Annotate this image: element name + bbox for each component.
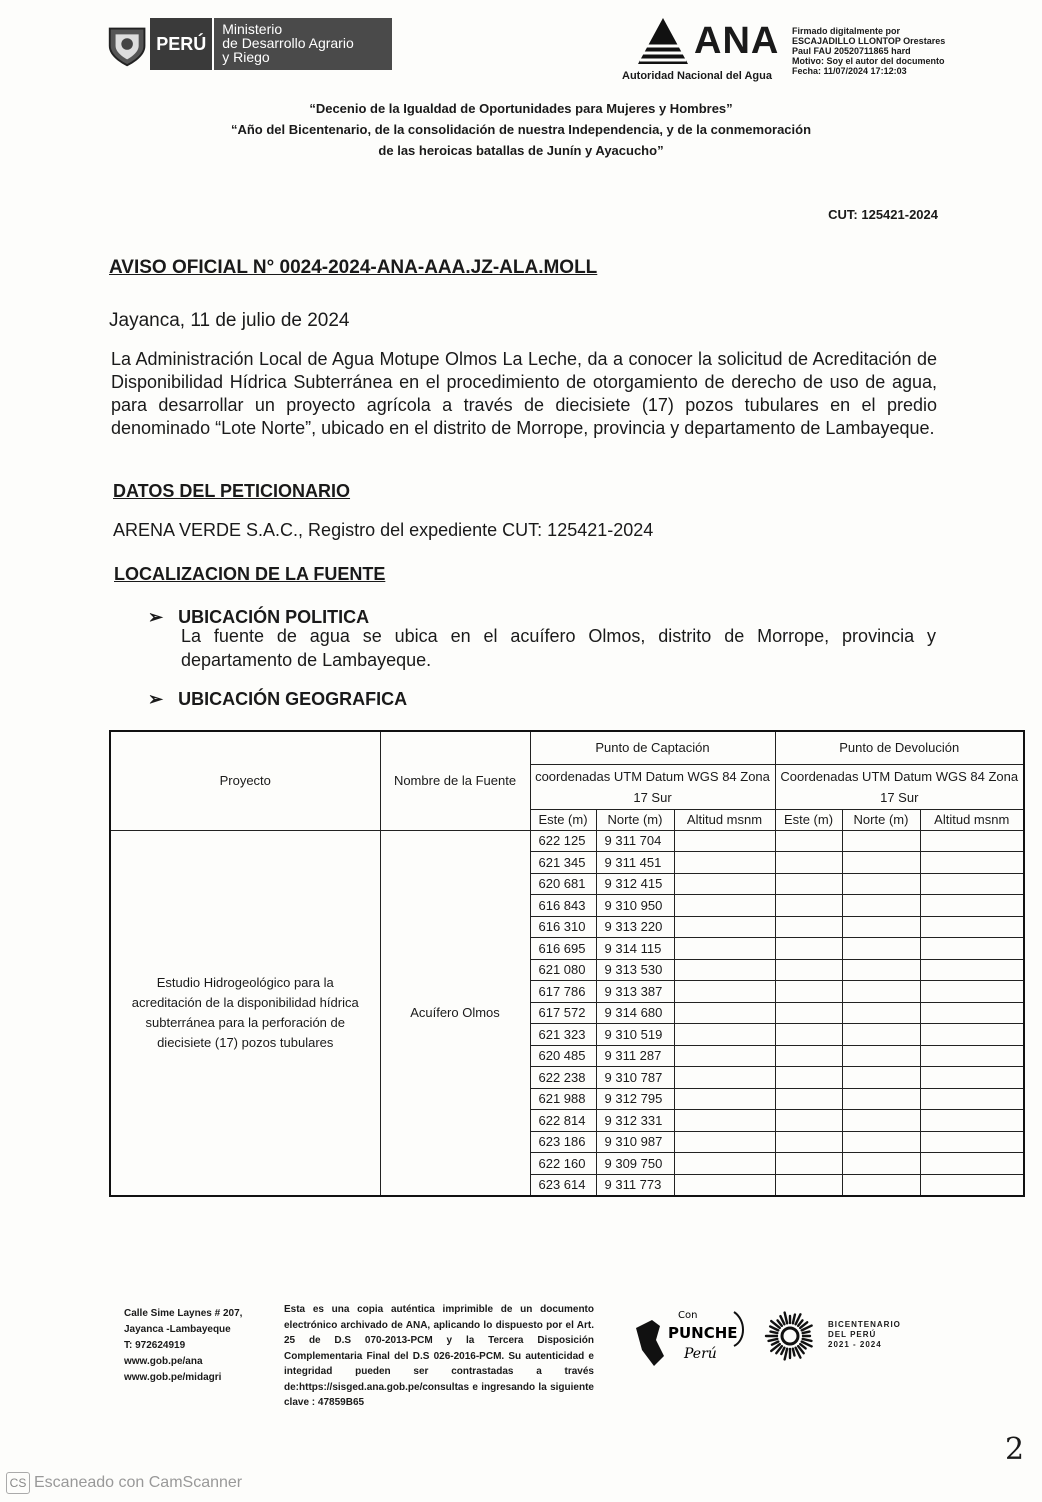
emblem-ray <box>769 1339 778 1341</box>
ministry-logo <box>104 18 392 70</box>
punche-top-text: Con <box>678 1310 698 1321</box>
table-row <box>110 830 1024 852</box>
cell-altitud <box>674 981 775 1003</box>
ana-logo <box>622 16 792 84</box>
punche-bot-text: Perú <box>684 1346 717 1362</box>
cell-este: 622 125 <box>530 830 596 852</box>
cell-este-dev <box>775 938 842 960</box>
decenio-motto: “Decenio de la Igualdad de Oportunidades para Mujeres y Hombres” “Año del Bicentenario, de la consolidación de nuestra Independencia, y de la conmemoración de las heroicas batallas de Junín y Ayacucho” <box>230 101 812 158</box>
cell-altitud <box>674 1067 775 1089</box>
emblem-ray <box>778 1320 782 1325</box>
cell-este-dev <box>775 1153 842 1175</box>
cell-altitud <box>674 1174 775 1196</box>
cell-este-dev <box>775 830 842 852</box>
cell-altitud-dev <box>920 1174 1024 1196</box>
cell-altitud <box>674 916 775 938</box>
cell-este-dev <box>775 1045 842 1067</box>
cell-norte-dev <box>842 1174 920 1196</box>
cell-este-dev <box>775 1088 842 1110</box>
cell-norte: 9 310 987 <box>596 1131 674 1153</box>
header-proyecto: Proyecto <box>110 731 380 830</box>
camscanner-watermark <box>6 1472 242 1494</box>
cell-norte-dev <box>842 959 920 981</box>
emblem-ray <box>803 1332 810 1334</box>
header-devolucion-coord: Coordenadas UTM Datum WGS 84 Zona 17 Sur <box>775 764 1024 809</box>
cell-este-dev <box>775 1174 842 1196</box>
water-triangle-icon <box>636 16 690 66</box>
cell-norte: 9 311 704 <box>596 830 674 852</box>
peru-shield-icon <box>104 20 150 68</box>
cell-este: 616 310 <box>530 916 596 938</box>
bicentenario-text: BICENTENARIO DEL PERÚ 2021 - 2024 <box>828 1320 901 1349</box>
cell-este: 622 814 <box>530 1110 596 1132</box>
header-norte-dev: Norte (m) <box>842 809 920 830</box>
cell-norte: 9 310 950 <box>596 895 674 917</box>
cell-norte: 9 312 331 <box>596 1110 674 1132</box>
cell-norte: 9 312 415 <box>596 873 674 895</box>
cell-altitud <box>674 852 775 874</box>
cell-este-dev <box>775 959 842 981</box>
header-altitud: Altitud msnm <box>674 809 775 830</box>
cell-altitud-dev <box>920 959 1024 981</box>
header-este-dev: Este (m) <box>775 809 842 830</box>
cell-este-dev <box>775 1002 842 1024</box>
arrow-bullet-icon: ➢ <box>148 607 164 627</box>
section-title-peticionario: DATOS DEL PETICIONARIO <box>113 481 351 501</box>
cell-norte-dev <box>842 873 920 895</box>
peru-label: PERÚ <box>150 18 214 70</box>
cell-altitud-dev <box>920 852 1024 874</box>
cell-norte: 9 313 387 <box>596 981 674 1003</box>
cell-altitud <box>674 895 775 917</box>
header-devolucion: Punto de Devolución <box>775 731 1024 764</box>
cell-este: 620 485 <box>530 1045 596 1067</box>
cell-norte: 9 309 750 <box>596 1153 674 1175</box>
cell-este-dev <box>775 1024 842 1046</box>
cell-fuente: Acuífero Olmos <box>380 830 530 1196</box>
ana-label: ANA <box>694 20 780 62</box>
cell-norte: 9 314 115 <box>596 938 674 960</box>
cell-altitud-dev <box>920 1088 1024 1110</box>
header-altitud-dev: Altitud msnm <box>920 809 1024 830</box>
cell-este-dev <box>775 1110 842 1132</box>
cell-altitud-dev <box>920 938 1024 960</box>
header-captacion: Punto de Captación <box>530 731 775 764</box>
cell-altitud-dev <box>920 1153 1024 1175</box>
cell-este: 616 695 <box>530 938 596 960</box>
cell-norte: 9 310 519 <box>596 1024 674 1046</box>
cell-altitud <box>674 1088 775 1110</box>
cell-este: 621 988 <box>530 1088 596 1110</box>
cell-este: 622 160 <box>530 1153 596 1175</box>
header-captacion-coord: coordenadas UTM Datum WGS 84 Zona 17 Sur <box>530 764 775 809</box>
cell-altitud-dev <box>920 981 1024 1003</box>
digital-signature-stamp: Firmado digitalmente por ESCAJADILLO LLONTOP Orestares Paul FAU 20520711865 hard Motivo: Soy el autor del documento Fecha: 11/07/2024 17:12:03 <box>792 26 946 76</box>
header-norte: Norte (m) <box>596 809 674 830</box>
cell-norte: 9 312 795 <box>596 1088 674 1110</box>
punche-mid-text: PUNCHE <box>668 1324 738 1342</box>
body-paragraph: La Administración Local de Agua Motupe Olmos La Leche, da a conocer la solicitud de Acreditación de Disponibilidad Hídrica Subterránea en el procedimiento de otorgamiento de derecho de uso de agua, para desarrollar un proyecto agrícola a través de diecisiete (17) pozos tubulares en el predio denominado “Lote Norte”, ubicado en el distrito de Morrope, provincia y departamento de Lambayeque. <box>111 349 937 438</box>
cell-altitud-dev <box>920 830 1024 852</box>
cell-norte-dev <box>842 938 920 960</box>
cell-este: 616 843 <box>530 895 596 917</box>
cell-norte-dev <box>842 1045 920 1067</box>
cell-este-dev <box>775 852 842 874</box>
cell-este: 617 572 <box>530 1002 596 1024</box>
page-number: 2 <box>1005 1432 1025 1467</box>
cell-norte-dev <box>842 1131 920 1153</box>
emblem-ray <box>800 1344 805 1348</box>
bicentenario-emblem-icon <box>760 1308 820 1364</box>
cell-altitud-dev <box>920 1024 1024 1046</box>
peticionario-text: ARENA VERDE S.A.C., Registro del expediente CUT: 125421-2024 <box>113 520 654 540</box>
cell-altitud-dev <box>920 1002 1024 1024</box>
emblem-ray <box>793 1315 795 1324</box>
cell-altitud <box>674 1002 775 1024</box>
arrow-bullet-icon: ➢ <box>148 689 164 709</box>
cell-este: 620 681 <box>530 873 596 895</box>
header-fuente: Nombre de la Fuente <box>380 731 530 830</box>
cell-altitud-dev <box>920 895 1024 917</box>
cell-altitud <box>674 1153 775 1175</box>
cell-altitud-dev <box>920 1131 1024 1153</box>
cell-norte-dev <box>842 916 920 938</box>
ana-subtitle: Autoridad Nacional del Agua <box>622 70 772 82</box>
cell-altitud <box>674 1045 775 1067</box>
cell-norte-dev <box>842 895 920 917</box>
cell-norte-dev <box>842 981 920 1003</box>
emblem-ray <box>793 1349 795 1356</box>
cell-norte: 9 311 773 <box>596 1174 674 1196</box>
cell-norte: 9 313 530 <box>596 959 674 981</box>
header-este: Este (m) <box>530 809 596 830</box>
cell-altitud <box>674 1024 775 1046</box>
cell-este: 621 345 <box>530 852 596 874</box>
cell-altitud <box>674 1131 775 1153</box>
cell-este: 621 080 <box>530 959 596 981</box>
emblem-ray <box>785 1349 787 1360</box>
cell-altitud <box>674 873 775 895</box>
cell-este-dev <box>775 1067 842 1089</box>
ubicacion-politica-heading: ➢ UBICACIÓN POLITICA <box>148 607 370 627</box>
cell-este-dev <box>775 916 842 938</box>
cell-altitud-dev <box>920 1067 1024 1089</box>
cell-norte-dev <box>842 1110 920 1132</box>
cell-norte-dev <box>842 852 920 874</box>
cell-este-dev <box>775 873 842 895</box>
cell-altitud <box>674 959 775 981</box>
cell-altitud-dev <box>920 873 1024 895</box>
cell-norte: 9 310 787 <box>596 1067 674 1089</box>
cell-altitud-dev <box>920 1110 1024 1132</box>
cell-este-dev <box>775 1131 842 1153</box>
emblem-ray <box>771 1332 778 1334</box>
cell-altitud-dev <box>920 916 1024 938</box>
cell-norte: 9 311 287 <box>596 1045 674 1067</box>
cell-norte: 9 313 220 <box>596 916 674 938</box>
cell-norte-dev <box>842 1153 920 1175</box>
cell-este: 623 614 <box>530 1174 596 1196</box>
footer-address: Calle Sime Laynes # 207, Jayanca -Lambayeque T: 972624919 www.gob.pe/ana www.gob.pe/midagri <box>124 1308 243 1383</box>
camscanner-icon: CS <box>6 1472 30 1494</box>
emblem-ray <box>785 1313 787 1324</box>
cell-proyecto: Estudio Hidrogeológico para la acreditación de la disponibilidad hídrica subterránea para la perforación de diecisiete (17) pozos tubulares <box>110 830 380 1196</box>
footer-legal-notice: Esta es una copia auténtica imprimible de un documento electrónico archivado de ANA, aplicando lo dispuesto por el Art. 25 de D.S 070-2013-PCM y la Tercera Disposición Complementaria Final del D.S 026-2016-PCM. Su autenticidad e integridad pueden ser contrastadas a través de:https://sisged.ana.gob.pe/consultas e ingresando la siguiente clave : 47859B65 <box>284 1304 594 1408</box>
cell-norte-dev <box>842 830 920 852</box>
bicentenario-logo <box>760 1308 920 1364</box>
document-title: AVISO OFICIAL N° 0024-2024-ANA-AAA.JZ-ALA.MOLL <box>109 257 598 278</box>
cell-este: 622 238 <box>530 1067 596 1089</box>
cell-norte-dev <box>842 1067 920 1089</box>
emblem-ray <box>772 1342 778 1345</box>
camscanner-label: Escaneado con CamScanner <box>34 1474 243 1491</box>
cell-altitud <box>674 938 775 960</box>
table-body <box>110 830 1024 1196</box>
emblem-ray <box>781 1348 784 1354</box>
cell-este-dev <box>775 895 842 917</box>
cell-norte-dev <box>842 1002 920 1024</box>
cell-altitud <box>674 1110 775 1132</box>
ministry-name: Ministerio de Desarrollo Agrario y Riego <box>214 18 392 70</box>
cell-norte-dev <box>842 1088 920 1110</box>
cell-norte: 9 314 680 <box>596 1002 674 1024</box>
section-title-localizacion: LOCALIZACION DE LA FUENTE <box>114 564 386 584</box>
cell-norte-dev <box>842 1024 920 1046</box>
ubicacion-politica-text: La fuente de agua se ubica en el acuífero Olmos, distrito de Morrope, provincia y departamento de Lambayeque. <box>181 626 936 670</box>
emblem-ray <box>803 1339 812 1341</box>
cell-altitud-dev <box>920 1045 1024 1067</box>
con-punche-peru-logo <box>634 1306 748 1372</box>
cell-norte: 9 311 451 <box>596 852 674 874</box>
document-date: Jayanca, 11 de julio de 2024 <box>109 310 350 331</box>
cut-number: CUT: 125421-2024 <box>828 207 938 222</box>
coordinates-table <box>109 730 1025 1197</box>
cell-altitud <box>674 830 775 852</box>
emblem-ray <box>798 1320 802 1325</box>
cell-este: 623 186 <box>530 1131 596 1153</box>
cell-este: 617 786 <box>530 981 596 1003</box>
cell-este-dev <box>775 981 842 1003</box>
cell-este: 621 323 <box>530 1024 596 1046</box>
ubicacion-geografica-heading: ➢ UBICACIÓN GEOGRAFICA <box>148 689 408 709</box>
